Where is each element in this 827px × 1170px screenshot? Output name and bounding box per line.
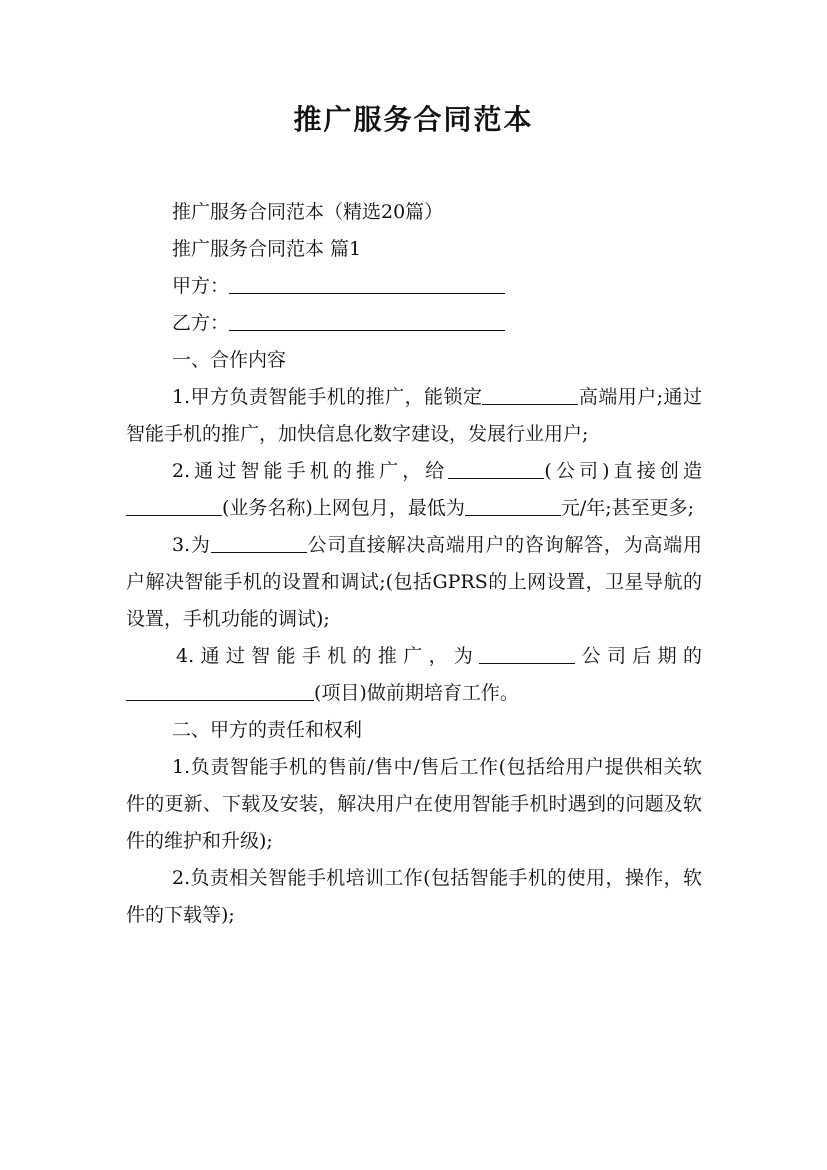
subtitle: 推广服务合同范本（精选20篇） [172,201,444,223]
s1-item3 [126,527,702,638]
s1-item2-text-d: 元/年;甚至更多; [560,497,695,519]
s1-item2 [126,453,702,527]
s1-item2-text-a: 2.通过智能手机的推广，给 [172,460,449,482]
document-title: 推广服务合同范本 [293,103,534,136]
s1-item2-blank-amount [465,493,561,516]
s1-item4 [126,638,702,712]
party-b-label: 乙方： [172,312,230,334]
document-body [126,194,702,934]
s1-item4-blank-project [126,678,314,701]
s1-item1 [126,379,702,453]
chapter-heading: 推广服务合同范本 篇1 [172,238,362,260]
s1-item2-blank-business [126,493,222,516]
s2-item1: 1.负责智能手机的售前/售中/售后工作(包括给用户提供相关软件的更新、下载及安装，解决用户在使用智能手机时遇到的问题及软件的维护和升级); [126,756,702,852]
section1-heading: 一、合作内容 [172,349,287,371]
party-a-line [126,268,702,305]
s1-item1-text-b: 高端用户;通过智能手机的推广，加快信息化数字建设，发展行业用户; [126,386,702,445]
s1-item3-text-b: 公司直接解决高端用户的咨询解答，为高端用户解决智能手机的设置和调试;(包括GPRS的上网设置，卫星导航的设置，手机功能的调试); [126,534,702,630]
s1-item4-text-a: 4.通过智能手机的推广，为 [176,645,480,667]
s1-item4-text-c: (项目)做前期培育工作。 [314,682,519,704]
s1-item3-blank [211,530,307,553]
s1-item4-text-b: 公司后期的 [575,645,702,667]
party-b-line [126,305,702,342]
s1-item3-text-a: 3.为 [172,534,211,556]
s2-item2: 2.负责相关智能手机培训工作(包括智能手机的使用，操作，软件的下载等); [126,867,702,926]
party-a-label: 甲方： [172,275,230,297]
s1-item2-blank-company [448,456,544,479]
s1-item1-text-a: 1.甲方负责智能手机的推广，能锁定 [172,386,483,408]
s1-item2-text-c: (业务名称)上网包月，最低为 [222,497,465,519]
party-b-blank [229,308,505,331]
party-a-blank [229,271,505,294]
s1-item1-blank [482,382,578,405]
s1-item2-text-b: (公司)直接创造 [544,460,702,482]
s1-item4-blank-company [479,641,575,664]
section2-heading: 二、甲方的责任和权利 [172,719,363,741]
